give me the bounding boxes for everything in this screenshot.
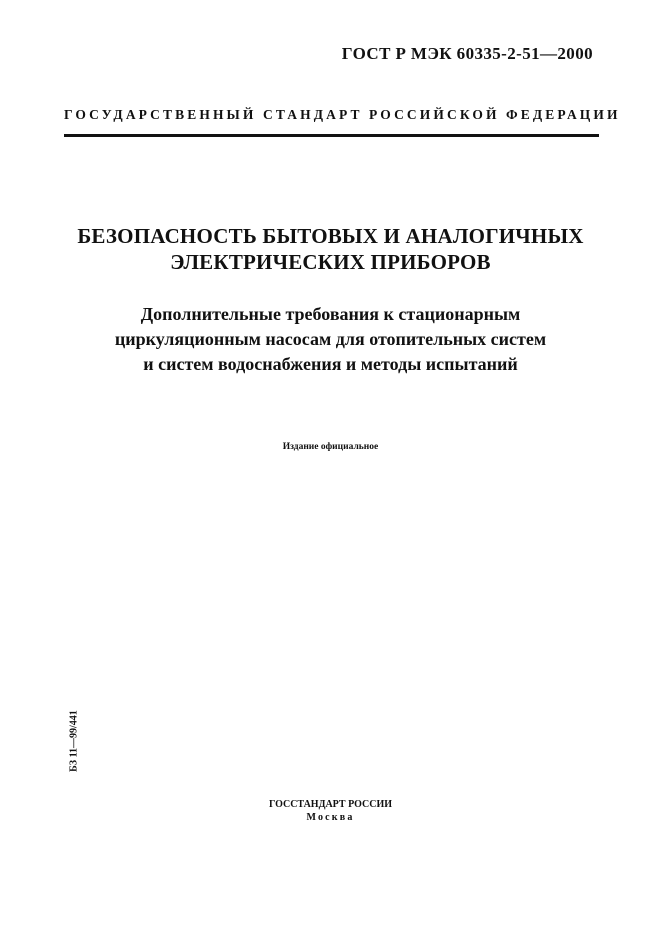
- standard-number: ГОСТ Р МЭК 60335-2-51—2000: [341, 44, 593, 63]
- subtitle-line-1: Дополнительные требования к стационарным: [140, 304, 521, 324]
- main-title: [40, 223, 621, 275]
- header-divider: [64, 134, 599, 137]
- subtitle-line-2: циркуляционным насосам для отопительных систем: [114, 329, 547, 349]
- side-code: БЗ 11—99/441: [68, 710, 80, 772]
- state-standard-heading: ГОСУДАРСТВЕННЫЙ СТАНДАРТ РОССИЙСКОЙ ФЕДЕРАЦИИ: [64, 107, 621, 122]
- publisher-name: ГОССТАНДАРТ РОССИИ: [268, 799, 393, 810]
- publisher-block: [40, 798, 621, 824]
- subtitle-line-3: и систем водоснабжения и методы испытаний: [143, 354, 518, 374]
- subtitle: [40, 302, 621, 377]
- edition-label: Издание официальное: [282, 442, 379, 452]
- main-title-line-1: БЕЗОПАСНОСТЬ БЫТОВЫХ И АНАЛОГИЧНЫХ: [77, 224, 584, 248]
- main-title-line-2: ЭЛЕКТРИЧЕСКИХ ПРИБОРОВ: [170, 250, 491, 274]
- publisher-city: Москва: [306, 812, 355, 823]
